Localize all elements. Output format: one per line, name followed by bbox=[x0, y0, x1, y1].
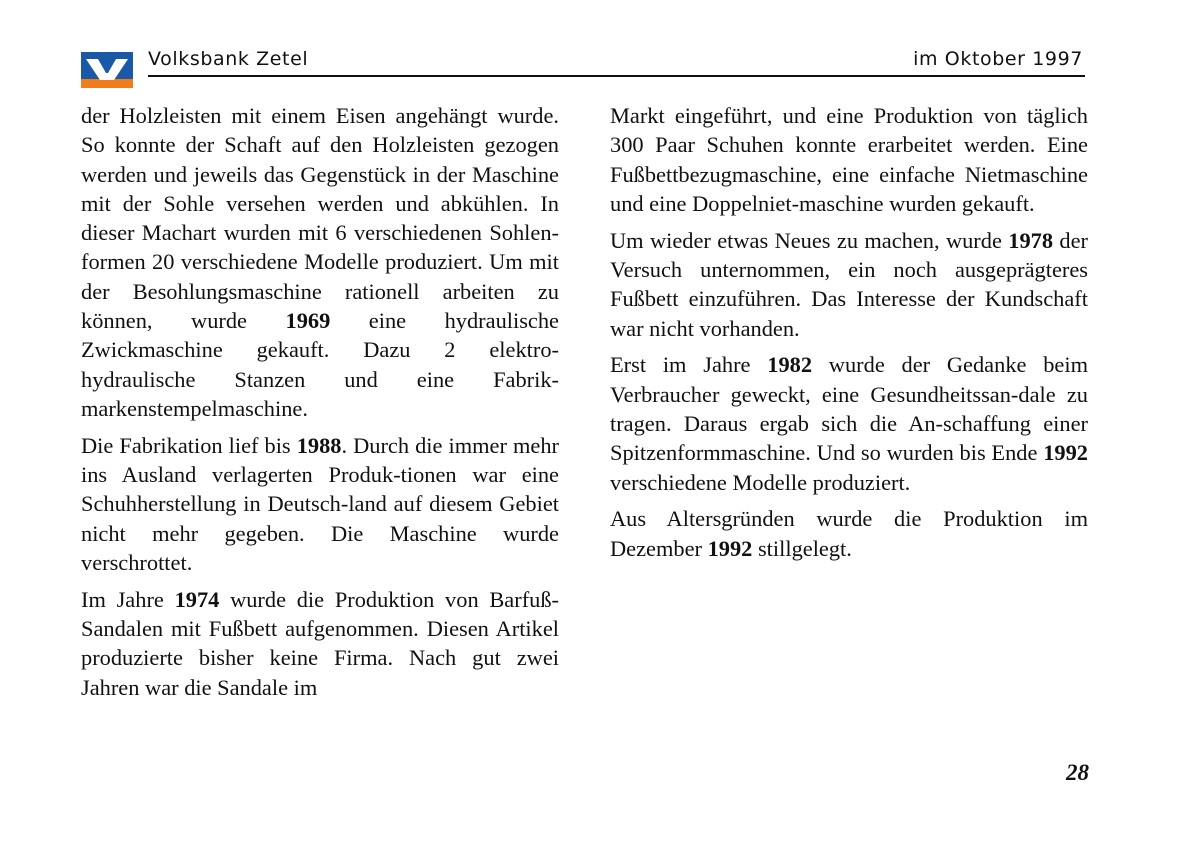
text-segment: wurde die Produktion von Barfuß-Sandalen mit Fußbett aufgenommen. Diesen Artikel produzierte bisher keine Firma. Nach gut zwei Jahren war die Sandale im bbox=[81, 586, 559, 700]
year-highlight: 1974 bbox=[174, 586, 220, 612]
paragraph bbox=[610, 101, 1088, 218]
text-segment: Im Jahre bbox=[81, 586, 175, 612]
paragraph bbox=[81, 101, 559, 423]
header-divider bbox=[148, 75, 1085, 77]
text-segment: Die Fabrikation lief bis bbox=[81, 432, 297, 458]
year-highlight: 1992 bbox=[707, 535, 753, 561]
text-segment: Um wieder etwas Neues zu machen, wurde bbox=[610, 227, 1009, 253]
text-segment: Markt eingeführt, und eine Produktion von täglich 300 Paar Schuhen konnte erarbeitet werden. Eine Fußbettbezugmaschine, eine einfache Nietmaschine und eine Doppelniet-maschine wurden gekauft. bbox=[610, 103, 1088, 216]
text-segment: der Holzleisten mit einem Eisen angehängt wurde. So konnte der Schaft auf den Holzleisten gezogen werden und jeweils das Gegenstück in der Maschine mit der Sohle versehen werden und abkühlen. In dieser Machart wurden mit 6 verschiedenen Sohlen-formen 20 verschiedene Modelle produziert. Um mit der Besohlungsmaschine rationell arbeiten zu können, wurde bbox=[81, 103, 559, 334]
header-date: im Oktober 1997 bbox=[913, 48, 1083, 70]
year-highlight: 1969 bbox=[285, 308, 331, 334]
year-highlight: 1992 bbox=[1043, 440, 1088, 466]
text-segment: verschiedene Modelle produziert. bbox=[610, 469, 911, 495]
left-column bbox=[81, 101, 559, 709]
text-segment: eine hydraulische Zwickmaschine gekauft. Dazu 2 elektro-hydraulische Stanzen und eine Fabrik-markenstempelmaschine. bbox=[81, 308, 559, 421]
page-header bbox=[81, 44, 1085, 80]
paragraph bbox=[610, 504, 1088, 563]
year-highlight: 1988 bbox=[296, 432, 342, 458]
paragraph bbox=[81, 431, 559, 577]
year-highlight: 1982 bbox=[767, 352, 813, 378]
text-segment: der Versuch unternommen, ein noch ausgeprägteres Fußbett einzuführen. Das Interesse der Kundschaft war nicht vorhanden. bbox=[610, 227, 1088, 341]
text-segment: wurde der Gedanke beim Verbraucher geweckt, eine Gesundheitssan-dale zu tragen. Daraus ergab sich die An-schaffung einer Spitzenformmaschine. Und so wurden bis Ende bbox=[610, 352, 1088, 466]
page-number: 28 bbox=[1066, 760, 1089, 785]
year-highlight: 1978 bbox=[1008, 227, 1054, 253]
right-column bbox=[610, 101, 1088, 570]
text-segment: . Durch die immer mehr ins Ausland verlagerten Produk-tionen war eine Schuhherstellung in Deutsch-land auf diesem Gebiet nicht mehr gegeben. Die Maschine wurde verschrottet. bbox=[81, 432, 559, 575]
paragraph bbox=[81, 585, 559, 702]
text-segment: Erst im Jahre bbox=[610, 352, 768, 378]
paragraph bbox=[610, 226, 1088, 343]
text-segment: Aus Altersgründen wurde die Produktion im Dezember bbox=[610, 506, 1088, 561]
paragraph bbox=[610, 350, 1088, 496]
bank-name: Volksbank Zetel bbox=[148, 48, 309, 70]
volksbank-logo-icon bbox=[81, 52, 133, 88]
text-segment: stillgelegt. bbox=[752, 535, 852, 561]
